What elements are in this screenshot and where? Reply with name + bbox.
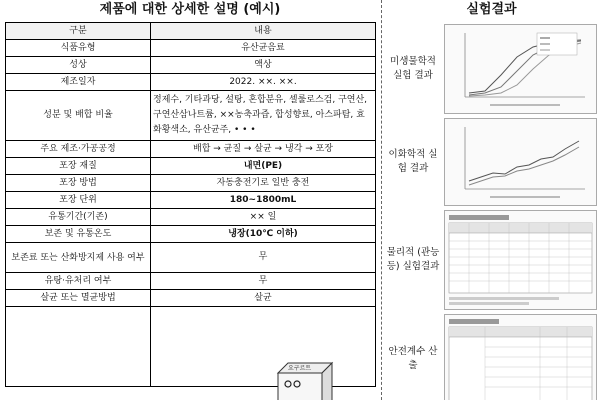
product-image-label-cell (6, 307, 151, 387)
product-carton-image (270, 355, 340, 400)
result-row-physicochemical (385, 118, 597, 206)
spec-row-packaging-method (6, 175, 376, 192)
result-row-safety-factor (385, 314, 597, 400)
spec-value: 180~1800mL (151, 192, 376, 209)
spec-header-label: 구분 (6, 23, 151, 40)
spec-value: 2022. ××. ××. (151, 74, 376, 91)
spec-value: 살균 (151, 290, 376, 307)
spec-value: 무 (151, 243, 376, 273)
spec-row-process (6, 141, 376, 158)
spec-row-manufacture-date (6, 74, 376, 91)
spec-label: 유통기간(기존) (6, 209, 151, 226)
physicochemical-chart-thumbnail (444, 118, 597, 206)
spec-row-ingredients (6, 91, 376, 141)
spec-label: 식품유형 (6, 40, 151, 57)
spec-row-shelf-life (6, 209, 376, 226)
spec-label: 살균 또는 멸균방법 (6, 290, 151, 307)
microbiology-chart-thumbnail (444, 24, 597, 114)
spec-label: 유탕·유처리 여부 (6, 273, 151, 290)
spec-label: 보존료 또는 산화방지제 사용 여부 (6, 243, 151, 273)
section-divider (381, 0, 382, 400)
result-label: 물리적 (관능 등) 실험결과 (386, 247, 440, 272)
result-row-physical (385, 210, 597, 310)
spec-value: ×× 일 (151, 209, 376, 226)
result-label: 이화학적 실험 결과 (388, 149, 438, 174)
result-row-microbiological (385, 24, 597, 114)
spec-row-oil-treatment (6, 273, 376, 290)
spec-row-food-type (6, 40, 376, 57)
spec-label: 포장 단위 (6, 192, 151, 209)
spec-row-packaging-material (6, 158, 376, 175)
carton-brand-text: 요구르트 (288, 365, 312, 372)
spec-label: 성분 및 배합 비율 (6, 91, 151, 141)
spec-value: 유산균음료 (151, 40, 376, 57)
spec-value: 냉장(10℃ 이하) (151, 226, 376, 243)
left-section-title: 제품에 대한 상세한 설명 (예시) (99, 2, 281, 17)
spec-row-appearance (6, 57, 376, 74)
safety-factor-table-thumbnail (444, 314, 597, 400)
right-section-title: 실험결과 (466, 2, 517, 17)
spec-row-storage-temperature (6, 226, 376, 243)
spec-value: 정제수, 기타과당, 설탕, 혼합분유, 셀룰로스검, 구연산, 구연산삼나트륨, ××농축과즙, 합성향료, 아스파탐, 효화황색소, 유산균주, • • • (151, 91, 376, 141)
spec-header-row (6, 23, 376, 40)
spec-label: 보존 및 유통온도 (6, 226, 151, 243)
spec-value: 배합 → 균질 → 살균 → 냉각 → 포장 (151, 141, 376, 158)
spec-label: 포장 방법 (6, 175, 151, 192)
spec-row-preservatives (6, 243, 376, 273)
spec-label: 제조일자 (6, 74, 151, 91)
result-label: 미생물학적 실험 결과 (390, 56, 436, 81)
spec-value: 자동충전기로 일반 충전 (151, 175, 376, 192)
spec-value: 내면(PE) (151, 158, 376, 175)
spec-row-packaging-unit (6, 192, 376, 209)
spec-value: 액상 (151, 57, 376, 74)
spec-label: 주요 제조·가공공정 (6, 141, 151, 158)
spec-row-sterilization (6, 290, 376, 307)
spec-header-value: 내용 (151, 23, 376, 40)
spec-value: 무 (151, 273, 376, 290)
spec-label: 성상 (6, 57, 151, 74)
product-spec-table (5, 22, 376, 387)
spec-label: 포장 재질 (6, 158, 151, 175)
result-label: 안전계수 산출 (388, 346, 438, 371)
physical-results-table-thumbnail (444, 210, 597, 310)
product-image-cell (151, 307, 376, 387)
